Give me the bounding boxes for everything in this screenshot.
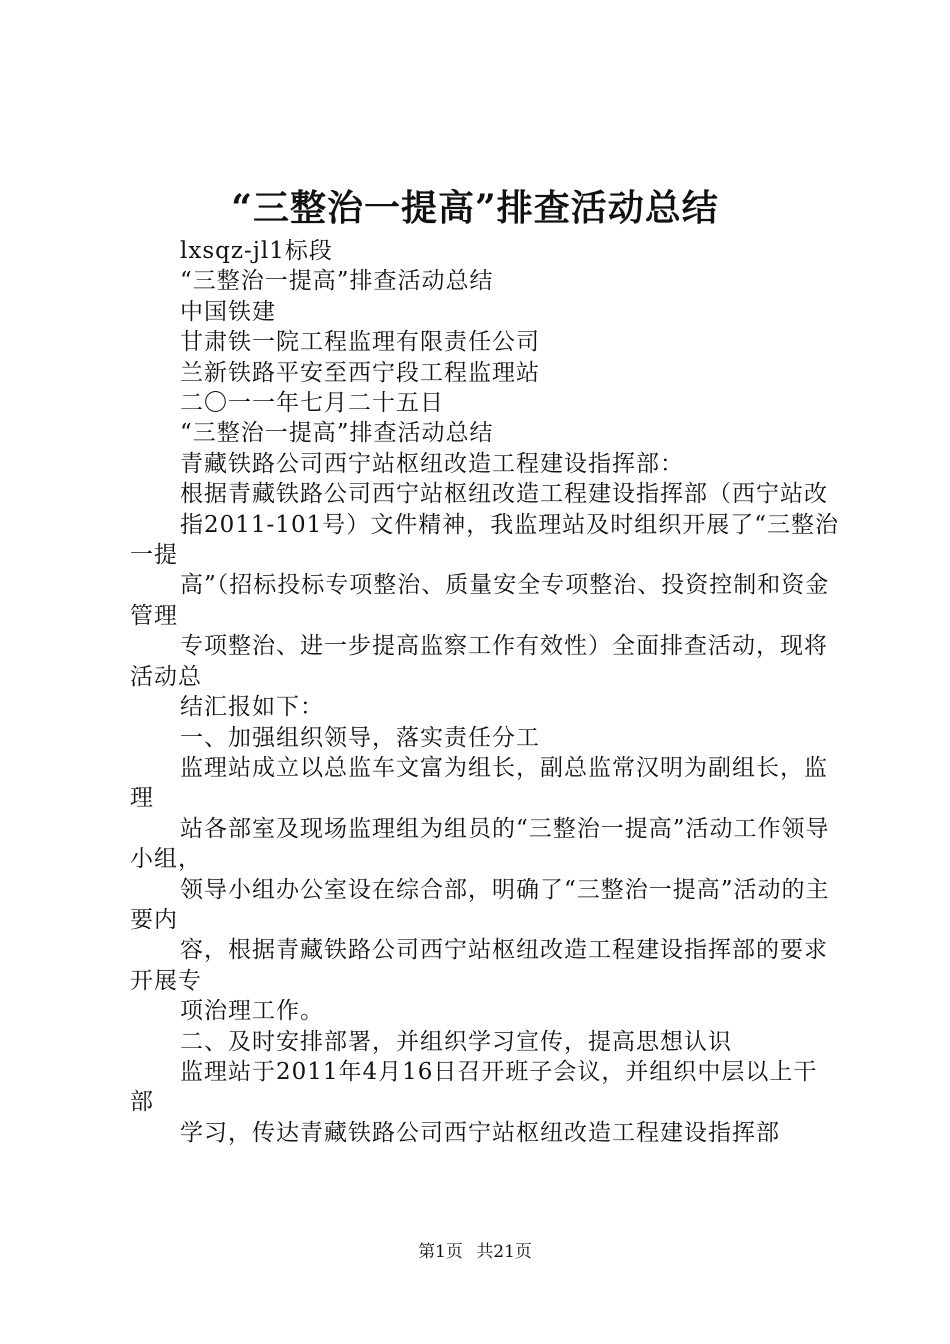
paragraph: 甘肃铁一院工程监理有限责任公司	[180, 329, 540, 356]
paragraph: 监理站于2011年4月16日召开班子会议，并组织中层以上干部	[130, 1058, 818, 1116]
paragraph: 高”（招标投标专项整治、质量安全专项整治、投资控制和资金管理	[130, 572, 830, 629]
paragraph: “三整治一提高”排查活动总结	[180, 268, 494, 295]
paragraph: 中国铁建	[180, 298, 276, 325]
section-heading: 二、及时安排部署，并组织学习宣传，提高思想认识	[180, 1028, 732, 1055]
total-pages: 共21页	[476, 1242, 532, 1262]
paragraph: 学习，传达青藏铁路公司西宁站枢纽改造工程建设指挥部	[180, 1119, 780, 1146]
document-title: “三整治一提高”排查活动总结	[231, 187, 719, 229]
paragraph: 站各部室及现场监理组为组员的“三整治一提高”活动工作领导小组，	[130, 815, 830, 873]
paragraph: 青藏铁路公司西宁站枢纽改造工程建设指挥部：	[180, 450, 684, 477]
paragraph: 结汇报如下：	[180, 694, 324, 721]
document-body	[130, 236, 840, 1148]
paragraph: 指2011-101号）文件精神，我监理站及时组织开展了“三整治一提	[130, 511, 839, 569]
page-number: 第1页	[418, 1242, 463, 1262]
paragraph: 监理站成立以总监车文富为组长，副总监常汉明为副组长，监理	[130, 754, 828, 812]
paragraph: 容，根据青藏铁路公司西宁站枢纽改造工程建设指挥部的要求开展专	[130, 937, 828, 994]
paragraph: 项治理工作。	[180, 998, 324, 1025]
paragraph: 专项整治、进一步提高监察工作有效性）全面排查活动，现将活动总	[130, 633, 828, 690]
section-heading: 一、加强组织领导，落实责任分工	[180, 724, 540, 751]
paragraph: “三整治一提高”排查活动总结	[180, 420, 494, 447]
page-footer	[0, 1240, 950, 1264]
paragraph: 领导小组办公室设在综合部，明确了“三整治一提高”活动的主要内	[130, 876, 830, 933]
paragraph: lxsqz-jl1标段	[180, 238, 333, 264]
paragraph: 二〇一一年七月二十五日	[180, 390, 444, 417]
paragraph: 根据青藏铁路公司西宁站枢纽改造工程建设指挥部（西宁站改	[180, 481, 828, 508]
paragraph: 兰新铁路平安至西宁段工程监理站	[180, 359, 540, 386]
